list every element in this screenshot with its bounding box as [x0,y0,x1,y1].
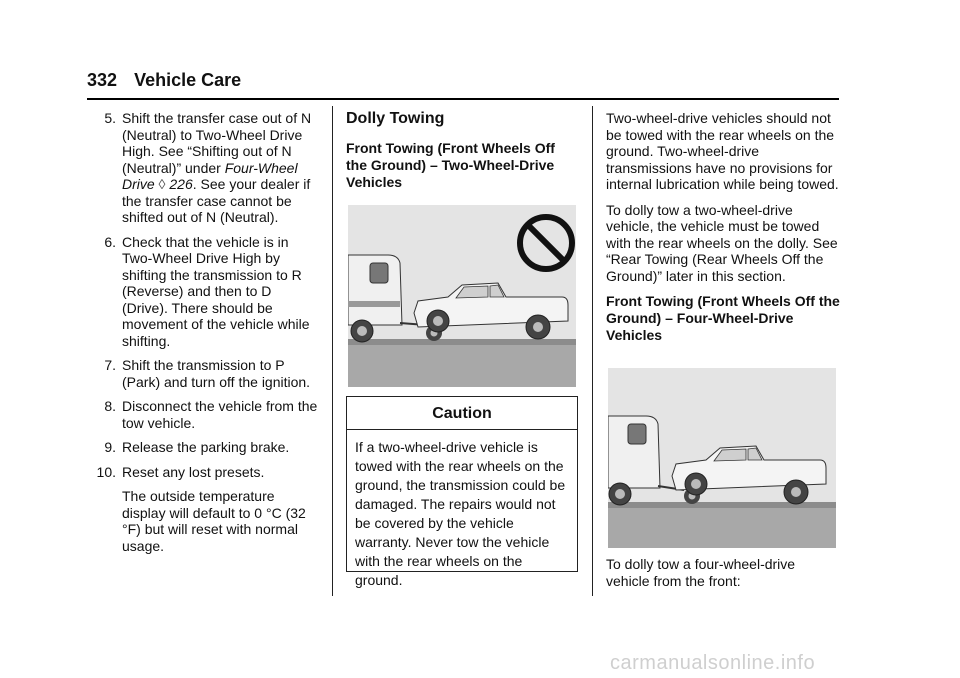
list-item [92,464,320,481]
dolly-towing-column [346,108,578,191]
step-text: Shift the transfer case out of N (Neutral) to Two-Wheel Drive High. See “Shifting out of N (Neutral)” under Four-Wheel Drive ◊ 226. See your dealer if the transfer case cannot be shifted out of N (Neutral). [122,110,312,225]
step-number: 7. [104,357,116,373]
step-text: Release the parking brake. [122,439,290,455]
caution-body: If a two-wheel-drive vehicle is towed with the rear wheels on the ground, the transmission could be damaged. The repairs would not be covered by the vehicle warranty. Never tow the vehicle with the rear wheels on the ground. [355,439,566,588]
list-item [92,439,320,456]
caution-box [346,396,578,588]
paragraph: To dolly tow a two-wheel-drive vehicle, the vehicle must be towed with the rear wheels on the dolly. See “Rear Towing (Rear Wheels Off the Ground)” later in this section. [606,201,838,284]
right-column [606,110,842,344]
page-number: 332 [87,70,118,90]
watermark: carmanualsonline.info [610,652,816,674]
page-ref[interactable]: 226 [169,176,193,192]
caution-title: Caution [347,397,577,430]
list-item [92,110,320,226]
page-ref-arrow-icon: ◊ [154,176,170,192]
step-text: Reset any lost presets. [122,463,265,480]
page-header [87,70,253,91]
steps-column [92,110,320,554]
section-heading: Dolly Towing [346,110,445,127]
step-text: Check that the vehicle is in Two-Wheel Drive High by shifting the transmission to R (Reverse) and then to D (Drive). There should be movement of the vehicle while shifting. [122,233,310,349]
subheading: Front Towing (Front Wheels Off the Ground) – Two-Wheel-Drive Vehicles [346,140,555,190]
step10-note: The outside temperature display will default to 0 °C (32 °F) but will reset with normal usage. [122,488,306,554]
step-number: 10. [96,463,116,480]
list-item [92,357,320,390]
four-wheel-drive-link[interactable]: Four-Wheel Drive [122,159,298,192]
four-wheel-drive-dolly-illustration [608,368,836,548]
step-text: Disconnect the vehicle from the tow vehicle. [122,398,318,431]
subheading: Front Towing (Front Wheels Off the Ground) – Four-Wheel-Drive Vehicles [606,293,840,343]
paragraph: Two-wheel-drive vehicles should not be towed with the rear wheels on the ground. Two-wheel-drive transmissions have no provisions for internal lubrication while being towed. [606,110,839,192]
step-number: 9. [104,439,116,455]
section-title: Vehicle Care [134,70,242,90]
column-divider [592,106,593,596]
header-rule [87,98,839,100]
list-item [92,234,320,350]
four-wheel-drive-instruction: To dolly tow a four-wheel-drive vehicle from the front: [606,556,796,589]
step-number: 8. [104,398,116,414]
list-item [92,398,320,431]
step-number: 5. [104,110,116,126]
column-divider [332,106,333,596]
step-text: Shift the transmission to P (Park) and turn off the ignition. [122,357,311,390]
step-number: 6. [104,233,116,250]
two-wheel-drive-dolly-illustration [348,205,576,387]
